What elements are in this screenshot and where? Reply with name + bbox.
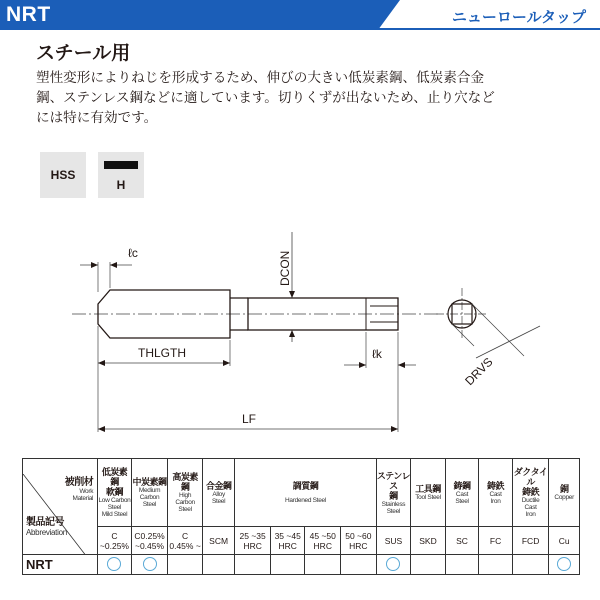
section-title: スチール用 xyxy=(36,42,131,64)
suitability-cell-hrc-45-50 xyxy=(305,555,341,575)
col-cast-iron: 鋳鉄 Cast Iron xyxy=(479,459,513,527)
header-code: NRT xyxy=(6,3,51,26)
suitability-cell-copper xyxy=(549,555,580,575)
table-corner-cell xyxy=(23,459,98,555)
row-product-name: NRT xyxy=(23,555,98,575)
suitability-cell-ductile-cast-iron xyxy=(512,555,549,575)
suitability-cell-hrc-35-45 xyxy=(270,555,305,575)
col-low-carbon: 低炭素鋼 軟鋼 Low Carbon Steel Mild Steel xyxy=(98,459,132,527)
col-cast-steel: 鋳鋼 Cast Steel xyxy=(445,459,479,527)
description-line: には特に有効です。 xyxy=(36,110,158,126)
drvs-dim-line xyxy=(476,326,540,358)
coating-badge-label: H xyxy=(116,178,126,192)
suitability-cell-alloy xyxy=(202,555,235,575)
suitable-circle-icon xyxy=(386,557,400,571)
suitability-cell-high-carbon xyxy=(168,555,203,575)
col-ductile-cast-iron: ダクタイル 鋳鉄 Ductile Cast Iron xyxy=(512,459,549,527)
col-high-carbon: 高炭素鋼 High Carbon Steel xyxy=(168,459,203,527)
work-material-label: 被削材 Work Material xyxy=(64,476,94,502)
material-table xyxy=(22,458,580,575)
col-alloy: 合金鋼 Alloy Steel xyxy=(202,459,235,527)
suitability-cell-medium-carbon xyxy=(131,555,168,575)
suitability-cell-hrc-50-60 xyxy=(341,555,377,575)
suitable-circle-icon xyxy=(143,557,157,571)
table-row xyxy=(23,555,580,575)
product-code-label: 製品記号 Abbreviation xyxy=(26,516,67,537)
suitability-cell-hrc-25-35 xyxy=(235,555,271,575)
col-medium-carbon: 中炭素鋼 Medium Carbon Steel xyxy=(131,459,168,527)
thlgth-label: THLGTH xyxy=(138,346,186,360)
suitable-circle-icon xyxy=(557,557,571,571)
table-abbr-row: C ~0.25% C0.25% ~0.45% C 0.45% ~ SCM 25 ~35 HRC 35 ~45 HRC 45 ~50 HRC 50 ~60 HRC SUS SKD SC FC FCD Cu xyxy=(23,527,580,555)
col-stainless: ステンレス 鋼 Stainless Steel xyxy=(376,459,411,527)
col-copper: 銅 Copper xyxy=(549,459,580,527)
description-line: 鋼、ステンレス鋼などに適しています。切りくずが出ないため、止り穴など xyxy=(36,90,495,106)
lf-label: LF xyxy=(242,412,257,426)
col-tool-steel: 工具鋼 Tool Steel xyxy=(411,459,446,527)
suitability-cell-stainless xyxy=(376,555,411,575)
suitability-cell-tool-steel xyxy=(411,555,446,575)
lk-label: ℓk xyxy=(372,347,382,361)
suitability-cell-cast-iron xyxy=(479,555,513,575)
description-line: 塑性変形によりねじを形成するため、伸びの大きい低炭素鋼、低炭素合金 xyxy=(36,70,485,86)
material-badge-label: HSS xyxy=(50,168,76,182)
drvs-label: DRVS xyxy=(462,354,496,389)
suitable-circle-icon xyxy=(107,557,121,571)
product-name: ニューロールタップ xyxy=(451,8,586,26)
suitability-cell-low-carbon xyxy=(98,555,132,575)
table-header-row xyxy=(23,459,580,527)
lc-label: ℓc xyxy=(128,246,138,260)
suitability-cell-cast-steel xyxy=(445,555,479,575)
dcon-label: DCON xyxy=(278,250,292,286)
col-hardened-steel: 調質鋼 Hardened Steel xyxy=(235,459,376,527)
